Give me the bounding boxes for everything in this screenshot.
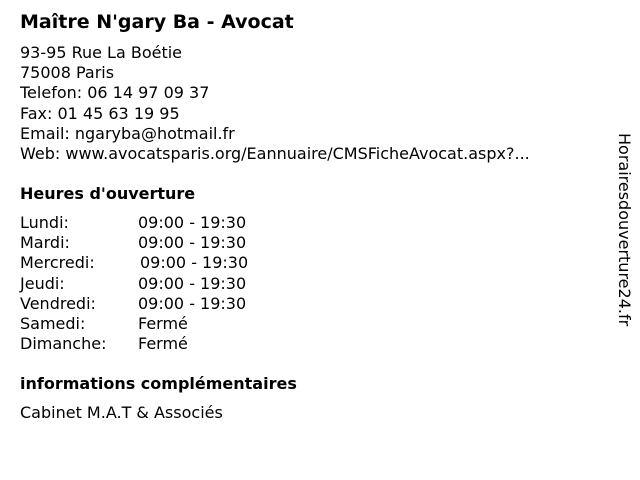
hours-value: Fermé (138, 313, 188, 333)
contact-block (20, 43, 530, 164)
email-address: Email: ngaryba@hotmail.fr (20, 123, 235, 143)
hours-value: 09:00 - 19:30 (140, 253, 249, 273)
day-label: Mardi: (20, 233, 70, 253)
phone-number: Telefon: 06 14 97 09 37 (20, 83, 210, 103)
hours-row-tuesday (20, 233, 320, 253)
watermark-text: Horairesdouverture24.fr (615, 133, 634, 327)
additional-info-text: Cabinet M.A.T & Associés (20, 403, 223, 422)
hours-value: 09:00 - 19:30 (138, 213, 247, 232)
hours-row-monday (20, 213, 320, 233)
day-label: Samedi: (20, 313, 86, 333)
site-watermark (613, 133, 635, 345)
day-label: Lundi: (20, 213, 69, 232)
day-label: Jeudi: (20, 273, 65, 293)
page-title: Maître N'gary Ba - Avocat (20, 11, 294, 33)
hours-row-saturday (20, 314, 320, 334)
day-label: Dimanche: (20, 334, 107, 354)
website-url: Web: www.avocatsparis.org/Eannuaire/CMSFicheAvocat.aspx?... (20, 143, 530, 163)
hours-row-sunday (20, 334, 320, 354)
hours-value: Fermé (138, 334, 188, 354)
hours-value: 09:00 - 19:30 (138, 273, 247, 293)
fax-number: Fax: 01 45 63 19 95 (20, 103, 180, 123)
hours-value: 09:00 - 19:30 (138, 293, 247, 313)
city-postal-code: 75008 Paris (20, 63, 115, 83)
opening-hours-list (20, 213, 320, 354)
opening-hours-heading: Heures d'ouverture (20, 184, 196, 203)
additional-info-heading: informations complémentaires (20, 374, 297, 393)
day-label: Vendredi: (20, 293, 96, 313)
street-address: 93-95 Rue La Boétie (20, 43, 183, 62)
hours-value: 09:00 - 19:30 (138, 233, 247, 253)
hours-row-thursday (20, 274, 320, 294)
hours-row-friday (20, 294, 320, 314)
day-label: Mercredi: (20, 253, 95, 273)
hours-row-wednesday (20, 253, 320, 273)
